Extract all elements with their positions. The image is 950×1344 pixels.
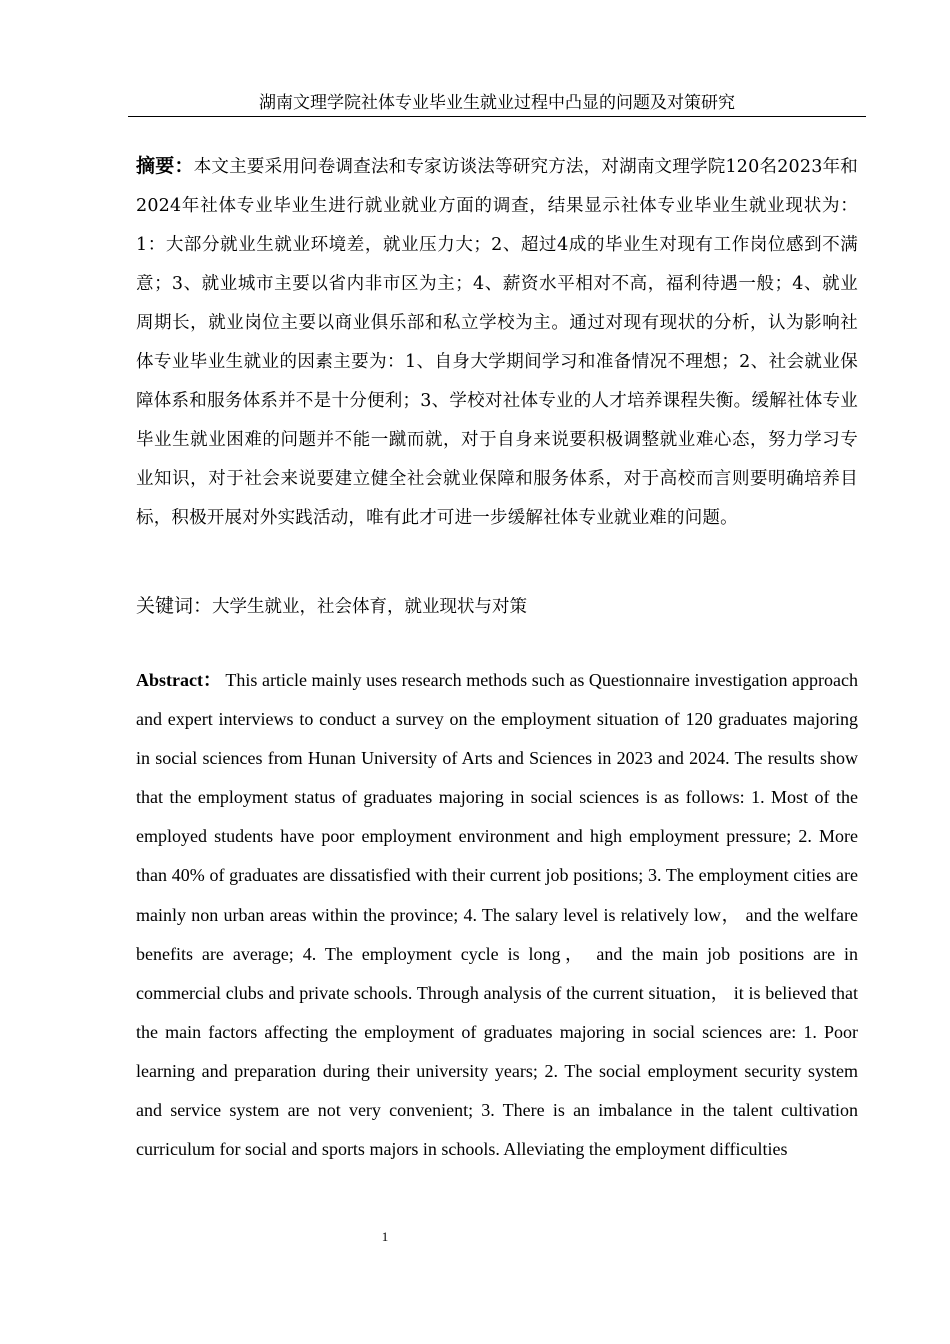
english-abstract-label: Abstract： [136,670,222,690]
document-title: 湖南文理学院社体专业毕业生就业过程中凸显的问题及对策研究 [259,93,735,113]
chinese-keywords-label: 关键词： [136,595,213,617]
english-abstract [136,661,858,1169]
english-abstract-text: This article mainly uses research methods such as Questionnaire investigation approach and expert interviews to conduct a survey on the employment situation of 120 graduates majoring in social sciences from Hunan University of Arts and Sciences in 2023 and 2024. The results show that the employment status of graduates majoring in social sciences is as follows: 1. Most of the employed students have poor employment environment and high employment pressure; 2. More than 40% of graduates are dissatisfied with their current job positions; 3. The employment cities are mainly non urban areas within the province; 4. The salary level is relatively low， and the welfare benefits are average; 4. The employment cycle is long， and the main job positions are in commercial clubs and private schools. Through analysis of the current situation， it is believed that the main factors affecting the employment of graduates majoring in social sciences are: 1. Poor learning and preparation during their university years; 2. The social employment security system and service system are not very convenient; 3. There is an imbalance in the talent cultivation curriculum for social and sports majors in schools. Alleviating the employment difficulties [136,670,858,1160]
chinese-keywords-text: 大学生就业，社会体育，就业现状与对策 [212,597,528,617]
page-number: 1 [381,1229,389,1244]
chinese-abstract-text: 本文主要采用问卷调查法和专家访谈法等研究方法，对湖南文理学院120名2023年和2024年社体专业毕业生进行就业就业方面的调查，结果显示社体专业毕业生就业现状为：1：大部分就业生就业环境差，就业压力大；2、超过4成的毕业生对现有工作岗位感到不满意；3、就业城市主要以省内非市区为主；4、薪资水平相对不高，福利待遇一般；4、就业周期长，就业岗位主要以商业俱乐部和私立学校为主。通过对现有现状的分析，认为影响社体专业毕业生就业的因素主要为：1、自身大学期间学习和准备情况不理想；2、社会就业保障体系和服务体系并不是十分便利；3、学校对社体专业的人才培养课程失衡。缓解社体专业毕业生就业困难的问题并不能一蹴而就，对于自身来说要积极调整就业难心态，努力学习专业知识，对于社会来说要建立健全社会就业保障和服务体系，对于高校而言则要明确培养目标，积极开展对外实践活动，唯有此才可进一步缓解社体专业就业难的问题。 [136,157,858,528]
page-header [128,92,866,117]
chinese-abstract-label: 摘要： [136,155,194,177]
chinese-abstract [136,147,858,538]
chinese-keywords [136,588,858,625]
